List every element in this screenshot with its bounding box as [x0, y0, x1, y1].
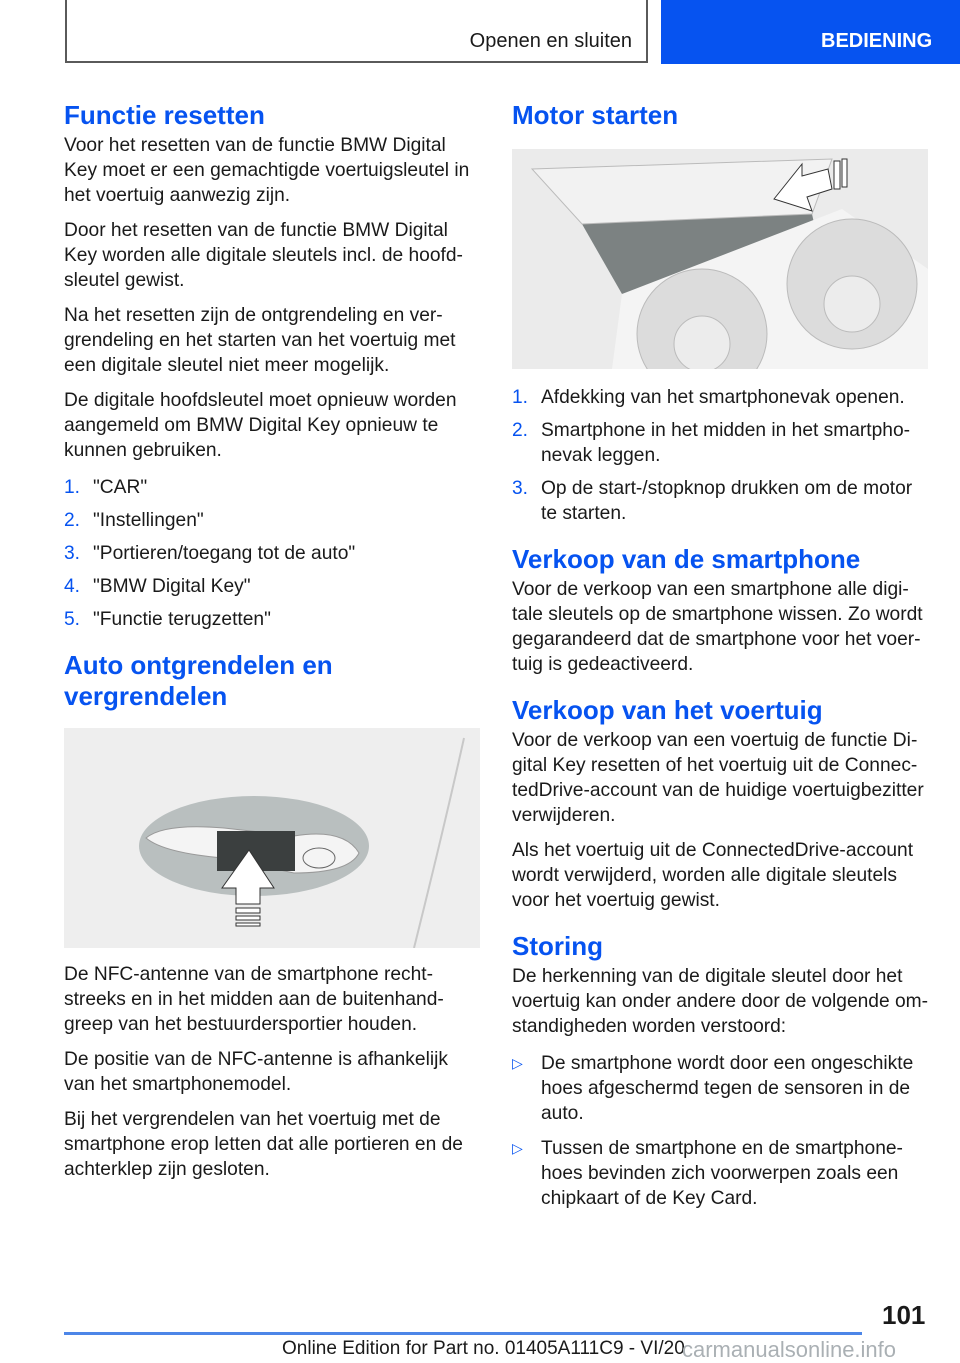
list-item: 1. "CAR": [64, 477, 148, 498]
header-section-box: [65, 0, 648, 63]
list-item: 3. "Portieren/toegang tot de auto": [64, 543, 356, 564]
list-item: ▷ De smartphone wordt door een ongeschikte hoes afgeschermd tegen de sensoren in de auto.: [512, 1053, 914, 1124]
header-chapter-title: BEDIENING: [821, 30, 933, 52]
paragraph: Voor de verkoop van een voertuig de functie Digital Key resetten of het voertuig uit de ConnectedDrive-account van de huidige voertuigbezitter verwijderen.: [512, 730, 924, 826]
paragraph: De digitale hoofdsleutel moet opnieuw worden aangemeld om BMW Digital Key opnieuw te kunnen gebruiken.: [64, 390, 457, 461]
list-item: 5. "Functie terugzetten": [64, 609, 271, 630]
heading-functie-resetten: Functie resetten: [64, 100, 265, 130]
heading-verkoop-voertuig: Verkoop van het voertuig: [512, 695, 823, 725]
footer-edition: Online Edition for Part no. 01405A111C9 - VI/20: [282, 1338, 685, 1359]
paragraph: Voor het resetten van de functie BMW Digital Key moet er een gemachtigde voertuigsleutel in het voertuig aanwezig zijn.: [64, 135, 470, 206]
paragraph: Na het resetten zijn de ontgrendeling en vergrendeling en het starten van het voertuig met een digitale sleutel niet meer mogelijk.: [64, 305, 456, 376]
paragraph: Door het resetten van de functie BMW Digital Key worden alle digitale sleutels incl. de hoofdsleutel gewist.: [64, 220, 463, 291]
list-item: 2. "Instellingen": [64, 510, 204, 531]
heading-storing: Storing: [512, 931, 603, 961]
heading-motor-starten: Motor starten: [512, 100, 679, 130]
paragraph: Als het voertuig uit de ConnectedDrive-account wordt verwijderd, worden alle digitale sleutels voor het voertuig gewist.: [512, 840, 914, 911]
start-steps-list: [512, 385, 930, 526]
paragraph: De positie van de NFC-antenne is afhankelijk van het smartphonemodel.: [64, 1049, 448, 1095]
header-section-title: Openen en sluiten: [469, 30, 632, 52]
door-handle-image: [64, 728, 480, 948]
heading-auto-ontgrendelen: Auto ontgrendelen en vergrendelen: [64, 650, 333, 711]
triangle-bullet-icon: ▷: [512, 1140, 523, 1156]
list-item: 4. "BMW Digital Key": [64, 576, 251, 597]
left-column: [64, 100, 482, 1182]
list-item: 2. Smartphone in het midden in het smartphonevak leggen.: [512, 420, 911, 466]
right-column: [512, 100, 930, 1211]
heading-verkoop-smartphone: Verkoop van de smartphone: [512, 544, 861, 574]
reset-steps-list: [64, 475, 482, 632]
watermark: carmanualsonline.info: [682, 1337, 897, 1362]
smartphone-tray-image: [512, 149, 928, 369]
paragraph: De herkenning van de digitale sleutel door het voertuig kan onder andere door de volgende omstandigheden worden verstoord:: [512, 966, 929, 1037]
header-chapter-tab: [661, 0, 960, 64]
paragraph: Voor de verkoop van een smartphone alle digitale sleutels op de smartphone wissen. Zo wordt gegarandeerd dat de smartphone voor het voertuig is gedeactiveerd.: [512, 579, 923, 675]
page-number: 101: [882, 1300, 926, 1330]
triangle-bullet-icon: ▷: [512, 1055, 523, 1071]
paragraph: De NFC-antenne van de smartphone rechtstreeks en in het midden aan de buitenhandgreep van het bestuurdersportier houden.: [64, 964, 444, 1035]
list-item: 3. Op de start-/stopknop drukken om de motor te starten.: [512, 478, 913, 524]
paragraph: Bij het vergrendelen van het voertuig met de smartphone erop letten dat alle portieren en de achterklep zijn gesloten.: [64, 1109, 463, 1180]
fault-bullets-list: [512, 1051, 930, 1211]
list-item: 1. Afdekking van het smartphonevak openen.: [512, 387, 905, 408]
footer-divider: [64, 1332, 862, 1335]
list-item: ▷ Tussen de smartphone en de smartphonehoes bevinden zich voorwerpen zoals een chipkaart of de Key Card.: [512, 1138, 903, 1209]
